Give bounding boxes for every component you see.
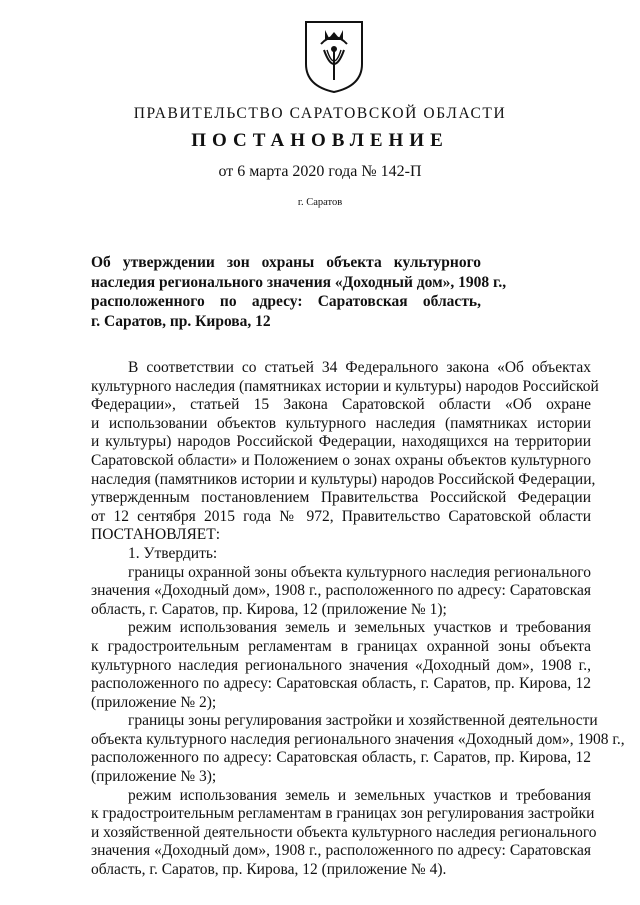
subject-line: Об утверждении зон охраны объекта культурного xyxy=(91,254,481,271)
sub2-line: режим использования земель и земельных участков и требования xyxy=(128,619,591,637)
sub2-line: к градостроительным регламентам в границах охранной зоны объекта xyxy=(91,637,591,655)
sub3-line: границы зоны регулирования застройки и хозяйственной деятельности xyxy=(128,712,598,730)
preamble-line: наследия (памятников истории и культуры) народов Российской Федерации, xyxy=(91,470,596,488)
preamble-line: Федерации», статьей 15 Закона Саратовской области «Об охране xyxy=(91,396,591,414)
sub4-line: режим использования земель и земельных участков и требования xyxy=(128,786,591,804)
document-date-number: от 6 марта 2020 года № 142-П xyxy=(218,163,422,180)
subject-heading xyxy=(91,253,507,331)
sub4-line: и хозяйственной деятельности объекта культурного наследия регионального xyxy=(91,823,597,841)
sub2-line: культурного наследия регионального значения «Доходный дом», 1908 г., xyxy=(91,656,591,674)
sub3-line: объекта культурного наследия регионального значения «Доходный дом», 1908 г., xyxy=(91,730,625,748)
preamble-line: культурного наследия (памятниках истории и культуры) народов Российской xyxy=(91,377,599,395)
item-1-heading: 1. Утвердить: xyxy=(128,544,218,562)
preamble-line: В соответствии со статьей 34 Федерального закона «Об объектах xyxy=(128,359,591,376)
sub4-line: значения «Доходный дом», 1908 г., расположенного по адресу: Саратовская xyxy=(91,842,591,860)
document-type-title: ПОСТАНОВЛЕНИЕ xyxy=(191,130,449,151)
document-city: г. Саратов xyxy=(297,197,343,208)
subject-line: расположенного по адресу: Саратовская область, xyxy=(91,293,481,310)
sub4-line: область, г. Саратов, пр. Кирова, 12 (приложение № 4). xyxy=(91,861,447,879)
subject-line: наследия регионального значения «Доходный дом», 1908 г., xyxy=(91,273,507,291)
preamble-line: от 12 сентября 2015 года № 972, Правительство Саратовской области xyxy=(91,507,591,525)
sub1-line: область, г. Саратов, пр. Кирова, 12 (приложение № 1); xyxy=(91,600,447,618)
sub3-line: (приложение № 3); xyxy=(91,768,217,786)
sub2-line: расположенного по адресу: Саратовская область, г. Саратов, пр. Кирова, 12 xyxy=(91,675,591,693)
organization-header: ПРАВИТЕЛЬСТВО САРАТОВСКОЙ ОБЛАСТИ xyxy=(133,105,507,122)
sub1-line: значения «Доходный дом», 1908 г., расположенного по адресу: Саратовская xyxy=(91,582,591,600)
preamble-line: и использовании объектов культурного наследия (памятниках истории xyxy=(91,414,591,432)
preamble-line: и культуры) народов Российской Федерации, находящихся на территории xyxy=(91,433,591,451)
sub1-line: границы охранной зоны объекта культурного наследия регионального xyxy=(128,563,591,581)
document-body xyxy=(91,359,625,880)
subject-line: г. Саратов, пр. Кирова, 12 xyxy=(91,312,271,330)
saratov-coat-of-arms-icon xyxy=(303,20,365,94)
sub4-line: к градостроительным регламентам в границах зон регулирования застройки xyxy=(91,805,595,823)
resolves-word: ПОСТАНОВЛЯЕТ: xyxy=(91,526,221,544)
preamble-line: утвержденным постановлением Правительства Российской Федерации xyxy=(91,489,591,507)
sub3-line: расположенного по адресу: Саратовская область, г. Саратов, пр. Кирова, 12 xyxy=(91,749,591,767)
preamble-line: Саратовской области» и Положением о зонах охраны объектов культурного xyxy=(91,451,591,469)
sub2-line: (приложение № 2); xyxy=(91,693,217,711)
